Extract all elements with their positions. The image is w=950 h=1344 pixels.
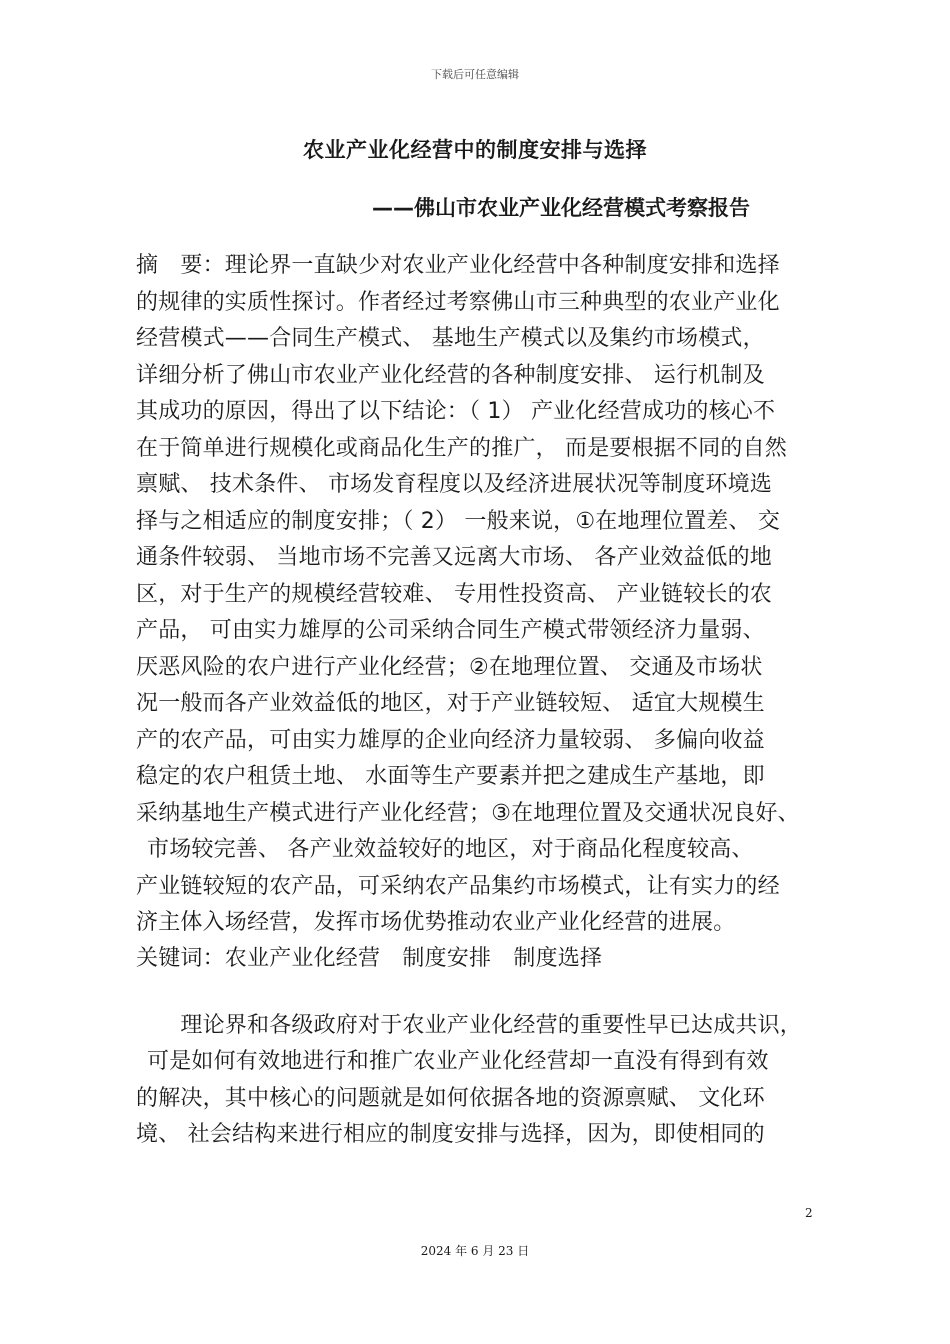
abstract-line: 况一般而各产业效益低的地区，对于产业链较短、 适宜大规模生 [136,691,765,716]
document-title: 农业产业化经营中的制度安排与选择 [303,138,647,162]
abstract-line: 济主体入场经营，发挥市场优势推动农业产业化经营的进展。 [136,910,736,935]
body-line: 的解决，其中核心的问题就是如何依据各地的资源禀赋、 文化环 [136,1085,765,1111]
keywords: 关键词：农业产业化经营 制度安排 制度选择 [136,945,603,971]
abstract-line: 厌恶风险的农户进行产业化经营；②在地理位置、 交通及市场状 [136,654,763,680]
page-number: 2 [805,1206,813,1220]
abstract-line: 通条件较弱、 当地市场不完善又远离大市场、 各产业效益低的地 [136,545,772,570]
header-note: 下载后可任意编辑 [431,68,519,81]
body-line: 境、 社会结构来进行相应的制度安排与选择，因为，即使相同的 [136,1122,765,1147]
body-paragraph [136,1008,826,1154]
abstract-line: 稳定的农户租赁土地、 水面等生产要素并把之建成生产基地，即 [136,764,765,789]
abstract-line: 经营模式——合同生产模式、 基地生产模式以及集约市场模式， [136,326,765,351]
body-line: 理论界和各级政府对于农业产业化经营的重要性早已达成共识， [136,1012,803,1038]
abstract [136,248,826,942]
abstract-line: 摘 要：理论界一直缺少对农业产业化经营中各种制度安排和选择 [136,253,780,278]
body-line: 可是如何有效地进行和推广农业产业化经营却一直没有得到有效 [147,1049,769,1074]
abstract-line: 详细分析了佛山市农业产业化经营的各种制度安排、 运行机制及 [136,362,765,388]
abstract-line: 区，对于生产的规模经营较难、 专用性投资高、 产业链较长的农 [136,581,772,607]
document-subtitle: ——佛山市农业产业化经营模式考察报告 [372,196,750,220]
abstract-line: 采纳基地生产模式进行产业化经营；③在地理位置及交通状况良好、 [136,800,800,826]
abstract-line: 禀赋、 技术条件、 市场发育程度以及经济进展状况等制度环境选 [136,472,772,497]
abstract-line: 在于简单进行规模化或商品化生产的推广， 而是要根据不同的自然 [136,435,787,461]
document-body [136,248,826,1154]
abstract-line: 市场较完善、 各产业效益较好的地区，对于商品化程度较高、 [147,837,754,862]
abstract-line: 的规律的实质性探讨。作者经过考察佛山市三种典型的农业产业化 [136,289,780,315]
paragraph-gap [136,976,826,1008]
abstract-line: 产业链较短的农产品，可采纳农产品集约市场模式，让有实力的经 [136,873,780,899]
abstract-line: 产品， 可由实力雄厚的公司采纳合同生产模式带领经济力量弱、 [136,618,765,643]
abstract-line: 择与之相适应的制度安排；（ 2） 一般来说，①在地理位置差、 交 [136,508,781,534]
footer-date: 2024 年 6 月 23 日 [420,1244,530,1258]
abstract-line: 产的农产品，可由实力雄厚的企业向经济力量较弱、 多偏向收益 [136,727,765,753]
abstract-line: 其成功的原因，得出了以下结论：（ 1） 产业化经营成功的核心不 [136,399,776,424]
